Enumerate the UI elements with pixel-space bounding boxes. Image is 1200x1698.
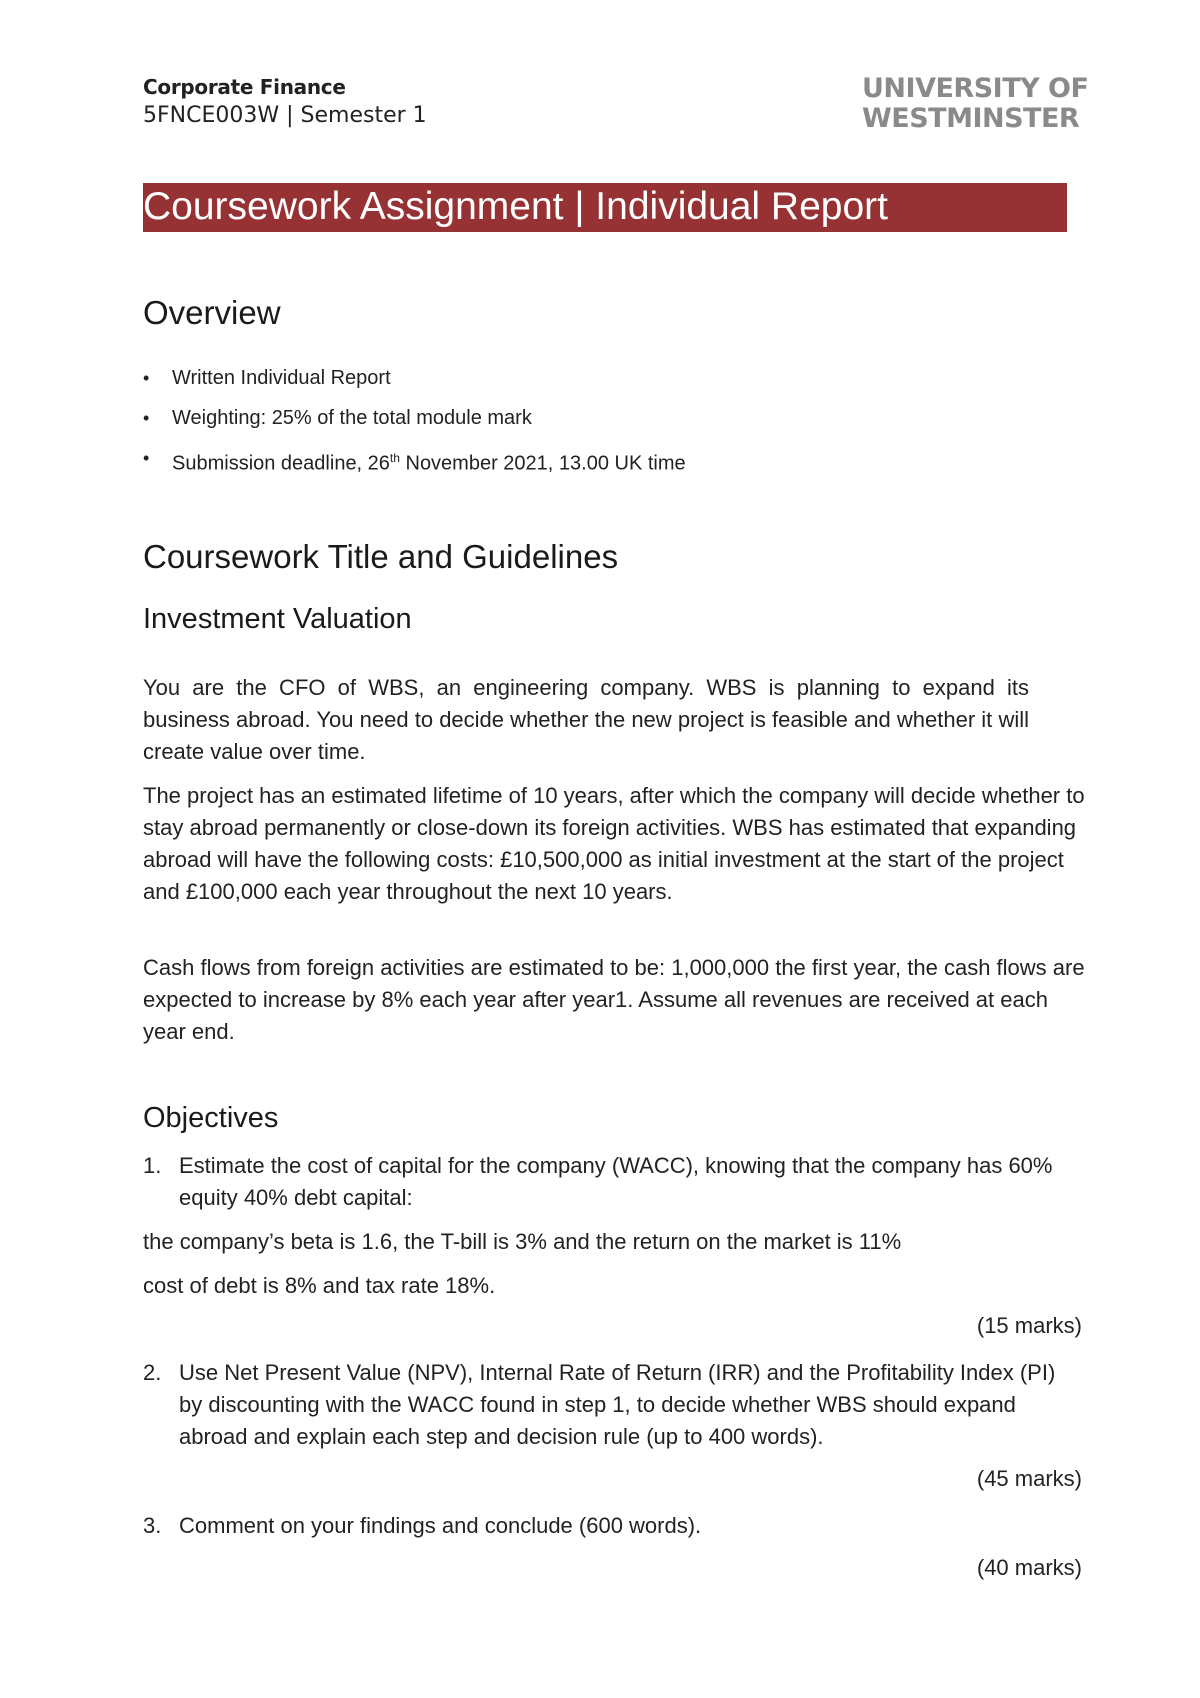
objective-3-marks: (40 marks) [976, 1555, 1082, 1580]
objective-text: Use Net Present Value (NPV), Internal Rate of Return (IRR) and the Profitability Index (PI) by discounting with the WACC found in step 1, to decide whether WBS should expand abroad and explain each step and decision rule (up to 400 words). [179, 1360, 1056, 1449]
objective-1-marks: (15 marks) [976, 1313, 1082, 1338]
objective-number: 2. [143, 1360, 162, 1385]
list-item: • Written Individual Report [143, 358, 686, 398]
module-code: 5FNCE003W | Semester 1 [143, 103, 427, 128]
list-item: • Weighting: 25% of the total module mark [143, 398, 686, 438]
assignment-title: Coursework Assignment | Individual Report [143, 185, 888, 228]
paragraph-project: The project has an estimated lifetime of 10 years, after which the company will decide whether to stay abroad permanently or close-down its foreign activities. WBS has estimated that expanding abroad will have the following costs: £10,500,000 as initial investment at the start of the project and £100,000 each year throughout the next 10 years. [143, 783, 1085, 904]
overview-list [143, 358, 686, 484]
objective-number: 1. [143, 1153, 162, 1178]
investment-valuation-heading: Investment Valuation [143, 603, 412, 635]
objectives-heading: Objectives [143, 1102, 279, 1134]
paragraph-intro: You are the CFO of WBS, an engineering company. WBS is planning to expand its business abroad. You need to decide whether the new project is feasible and whether it will create value over time. [143, 675, 1029, 764]
overview-heading: Overview [143, 294, 281, 331]
logo-line-2: WESTMINSTER [862, 103, 1080, 134]
objective-item-3 [143, 1510, 1083, 1542]
guidelines-heading: Coursework Title and Guidelines [143, 538, 619, 575]
list-item-deadline: • Submission deadline, 26th November 2021, 13.00 UK time [143, 438, 686, 484]
module-title: Corporate Finance [143, 75, 346, 99]
logo-line-1: UNIVERSITY OF [862, 73, 1089, 104]
objective-text: Estimate the cost of capital for the company (WACC), knowing that the company has 60% equity 40% debt capital: [179, 1153, 1053, 1210]
objective-number: 3. [143, 1513, 162, 1538]
paragraph-cashflows: Cash flows from foreign activities are estimated to be: 1,000,000 the first year, the cash flows are expected to increase by 8% each year after year1. Assume all revenues are received at each year end. [143, 955, 1085, 1044]
university-logo [862, 74, 1088, 134]
objective-1-detail-2: cost of debt is 8% and tax rate 18%. [143, 1273, 496, 1298]
objective-2-marks: (45 marks) [976, 1466, 1082, 1491]
title-banner [143, 183, 1067, 232]
objective-item-1 [143, 1150, 1083, 1214]
objective-1-detail-1: the company’s beta is 1.6, the T-bill is 3% and the return on the market is 11% [143, 1229, 902, 1254]
objective-item-2 [143, 1357, 1083, 1453]
objective-text: Comment on your findings and conclude (600 words). [179, 1513, 702, 1538]
